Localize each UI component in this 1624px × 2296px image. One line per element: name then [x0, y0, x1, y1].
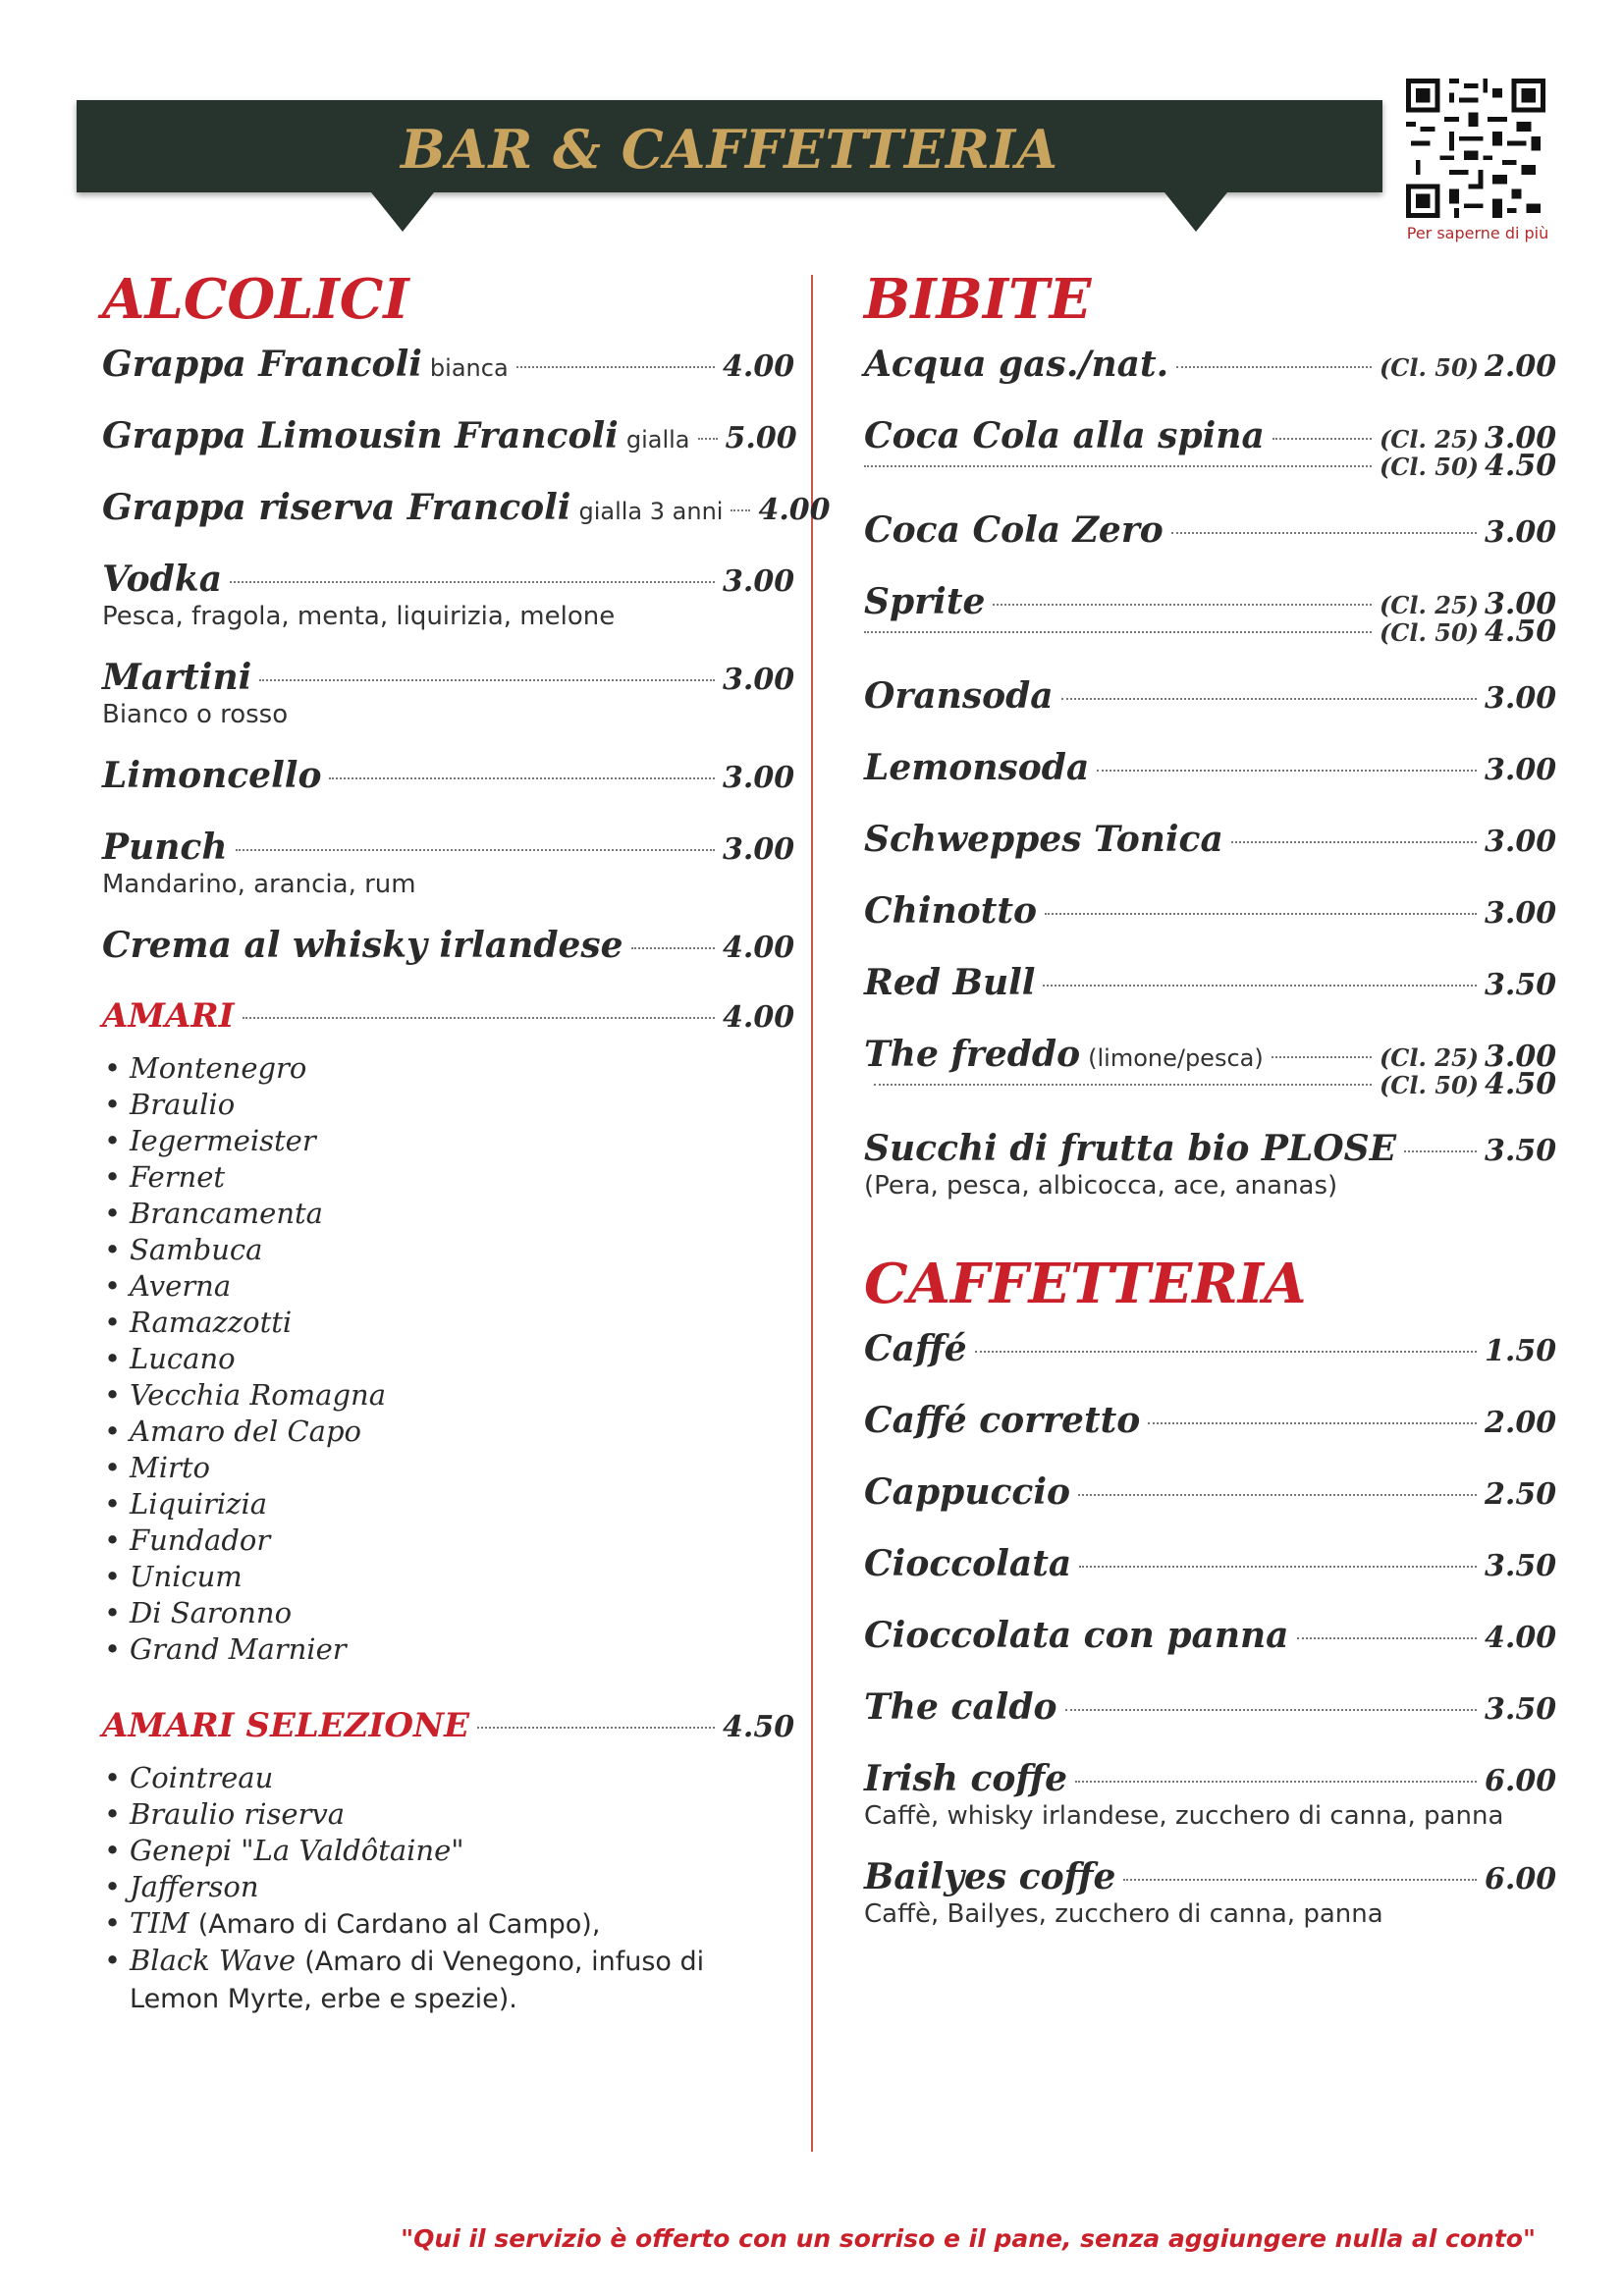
section-title-caffetteria: CAFFETTERIA: [864, 1252, 1307, 1316]
menu-item: [864, 1607, 1557, 1664]
list-item: • Averna: [102, 1268, 785, 1305]
menu-item: [864, 1464, 1557, 1521]
dot-leader: [1123, 1879, 1477, 1881]
item-price: 4.00: [723, 931, 795, 965]
dot-leader: [993, 604, 1372, 606]
dot-leader: [1043, 985, 1477, 987]
item-name: Grappa Francoli: [102, 344, 422, 385]
dot-leader: [1272, 438, 1372, 440]
list-item-name: Black Wave: [130, 1944, 297, 1977]
item-name: Grappa riserva Francoli: [102, 487, 571, 528]
menu-item: [864, 336, 1557, 393]
dot-leader: [731, 509, 750, 511]
item-price: 2.00: [1485, 349, 1557, 384]
item-name: Caffé corretto: [864, 1400, 1141, 1441]
list-item: • Di Saronno: [102, 1595, 785, 1631]
item-price: 3.00: [723, 564, 795, 599]
menu-item: [864, 1120, 1557, 1202]
menu-item: [864, 1750, 1557, 1833]
dot-leader: [1272, 1056, 1372, 1058]
item-name: Oransoda: [864, 675, 1054, 717]
item-price: 6.00: [1485, 1764, 1557, 1798]
item-description: Bianco o rosso: [102, 700, 289, 729]
item-price: 4.50: [1485, 449, 1557, 483]
item-qualifier: gialla: [625, 426, 690, 454]
section-title-amari: AMARI: [102, 996, 235, 1036]
dot-leader: [975, 1351, 1477, 1353]
dot-leader: [1297, 1637, 1478, 1639]
item-name: The freddo: [864, 1034, 1081, 1075]
dot-leader: [329, 777, 715, 779]
item-name: The caldo: [864, 1686, 1057, 1728]
dot-leader: [1065, 1709, 1477, 1711]
item-price: 3.50: [1485, 968, 1557, 1002]
list-item: [102, 1905, 785, 1943]
menu-item: [864, 407, 1557, 484]
menu-item: [102, 819, 795, 901]
item-qualifier: bianca: [429, 354, 509, 382]
dot-leader: [1078, 1494, 1477, 1496]
item-price: 6.00: [1485, 1862, 1557, 1896]
list-item-name: Genepi "La Valdôtaine": [130, 1834, 464, 1867]
item-qualifier: gialla 3 anni: [578, 498, 724, 525]
dot-leader: [1075, 1781, 1477, 1783]
item-price: 3.00: [1485, 1040, 1557, 1074]
item-size: (Cl. 50): [1379, 618, 1479, 647]
item-price: 4.00: [758, 493, 831, 527]
list-item: • Sambuca: [102, 1232, 785, 1268]
dot-leader: [1079, 1566, 1477, 1568]
menu-item: [864, 811, 1557, 868]
dot-leader: [1171, 532, 1477, 534]
section-title-amari-selezione: AMARI SELEZIONE: [102, 1706, 470, 1745]
menu-item: [864, 1535, 1557, 1592]
dot-leader: [1148, 1422, 1477, 1424]
item-price: 2.50: [1485, 1477, 1557, 1512]
item-size: (Cl. 25): [1379, 591, 1479, 619]
item-price: 3.00: [1485, 421, 1557, 455]
list-item: • Fernet: [102, 1159, 785, 1196]
item-name: Coca Cola Zero: [864, 509, 1164, 551]
item-name: Red Bull: [864, 962, 1036, 1003]
section-title-bibite: BIBITE: [864, 267, 1092, 332]
list-item: • Vecchia Romagna: [102, 1377, 785, 1414]
item-price: 4.50: [723, 1710, 795, 1744]
item-price: 3.50: [1485, 1134, 1557, 1168]
menu-item: [102, 917, 795, 974]
menu-item: [102, 747, 795, 804]
item-price: 3.00: [1485, 515, 1557, 550]
menu-item: [102, 336, 795, 393]
dot-leader: [477, 1727, 715, 1729]
dot-leader: [864, 631, 1372, 633]
menu-item: [864, 502, 1557, 559]
item-price: 3.00: [1485, 896, 1557, 931]
list-item: • Grand Marnier: [102, 1631, 785, 1668]
banner-notch-right: [1164, 192, 1227, 232]
item-price: 4.00: [723, 349, 795, 384]
item-name: Cappuccio: [864, 1471, 1071, 1513]
item-price: 3.00: [723, 832, 795, 867]
list-item: • Brancamenta: [102, 1196, 785, 1232]
item-name: Sprite: [864, 581, 986, 622]
dot-leader: [631, 947, 715, 949]
qr-code[interactable]: [1406, 79, 1545, 218]
item-name: Crema al whisky irlandese: [102, 925, 623, 966]
item-qualifier: (limone/pesca): [1088, 1044, 1264, 1072]
amari-selezione-section: [102, 1697, 795, 2017]
footer-note: "Qui il servizio è offerto con un sorriso e il pane, senza aggiungere nulla al conto": [401, 2224, 1536, 2253]
menu-item: [864, 1026, 1557, 1102]
list-item: • Iegermeister: [102, 1123, 785, 1159]
menu-item: [864, 882, 1557, 939]
item-price: 3.00: [1485, 587, 1557, 621]
list-item-name: Jafferson: [130, 1870, 259, 1903]
list-item: [102, 1760, 785, 1796]
item-name: Grappa Limousin Francoli: [102, 415, 619, 456]
list-item-note: (Amaro di Cardano al Campo),: [197, 1909, 601, 1940]
item-price: 3.00: [723, 761, 795, 795]
list-item-note: (Amaro di Venegono, infuso di Lemon Myrte, erbe e spezie).: [130, 1947, 705, 2014]
dot-leader: [698, 438, 718, 440]
item-description: Pesca, fragola, menta, liquirizia, melone: [102, 602, 616, 631]
item-name: Punch: [102, 827, 228, 868]
item-name: Cioccolata: [864, 1543, 1072, 1584]
item-description: Caffè, Bailyes, zucchero di canna, panna: [864, 1899, 1383, 1929]
item-price: 1.50: [1485, 1334, 1557, 1368]
dot-leader: [1404, 1150, 1477, 1152]
item-name: Succhi di frutta bio PLOSE: [864, 1128, 1397, 1169]
dot-leader: [1231, 841, 1477, 843]
list-item: • Amaro del Capo: [102, 1414, 785, 1450]
list-item-name: Cointreau: [130, 1761, 274, 1794]
item-name: Martini: [102, 657, 252, 698]
menu-item: [864, 1392, 1557, 1449]
list-item: • Ramazzotti: [102, 1305, 785, 1341]
item-size: (Cl. 25): [1379, 1043, 1479, 1072]
menu-item: [864, 954, 1557, 1011]
item-name: Cioccolata con panna: [864, 1615, 1289, 1656]
dot-leader: [1045, 913, 1477, 915]
list-item: • Unicum: [102, 1559, 785, 1595]
item-name: Lemonsoda: [864, 747, 1090, 788]
item-price: 3.50: [1485, 1549, 1557, 1583]
list-item: • Montenegro: [102, 1050, 785, 1087]
item-name: Irish coffe: [864, 1758, 1068, 1799]
item-price: 3.00: [1485, 825, 1557, 859]
dot-leader: [864, 465, 1372, 467]
menu-item: [102, 551, 795, 633]
menu-item: [864, 667, 1557, 724]
menu-item: [864, 1679, 1557, 1735]
amari-list: [102, 1050, 785, 1668]
item-price: 3.00: [1485, 681, 1557, 716]
item-price: 4.50: [1485, 1067, 1557, 1101]
amari-selezione-list: [102, 1760, 785, 2017]
dot-leader: [259, 679, 715, 681]
item-price: 3.00: [1485, 753, 1557, 787]
item-name: Coca Cola alla spina: [864, 415, 1265, 456]
item-description: (Pera, pesca, albicocca, ace, ananas): [864, 1171, 1338, 1201]
menu-item: [864, 739, 1557, 796]
item-name: Limoncello: [102, 755, 322, 796]
dot-leader: [1061, 698, 1477, 700]
list-item: [102, 1796, 785, 1833]
item-name: Chinotto: [864, 890, 1037, 932]
item-price: 4.50: [1485, 614, 1557, 649]
qr-caption: Per saperne di più: [1406, 224, 1549, 242]
dot-leader: [1097, 770, 1477, 772]
dot-leader: [243, 1017, 715, 1019]
dot-leader: [874, 1084, 1372, 1086]
list-item: • Mirto: [102, 1450, 785, 1486]
menu-item: [864, 1320, 1557, 1377]
menu-item: [102, 479, 831, 536]
item-description: Mandarino, arancia, rum: [102, 870, 416, 899]
list-item: • Fundador: [102, 1522, 785, 1559]
item-name: Acqua gas./nat.: [864, 344, 1169, 385]
dot-leader: [236, 849, 715, 851]
item-price: 4.00: [723, 1000, 795, 1035]
item-price: 5.00: [725, 421, 797, 455]
item-size: (Cl. 50): [1379, 1071, 1479, 1099]
menu-item: [864, 573, 1557, 650]
item-size: (Cl. 25): [1379, 425, 1479, 454]
dot-leader: [230, 581, 715, 583]
dot-leader: [516, 366, 715, 368]
item-name: Bailyes coffe: [864, 1856, 1116, 1897]
banner-notch-left: [371, 192, 434, 232]
list-item: [102, 1833, 785, 1869]
item-size: (Cl. 50): [1379, 453, 1479, 481]
item-name: Schweppes Tonica: [864, 819, 1223, 860]
list-item: • Lucano: [102, 1341, 785, 1377]
left-column: [102, 263, 831, 2017]
section-title-alcolici: ALCOLICI: [102, 267, 409, 332]
item-price: 2.00: [1485, 1406, 1557, 1440]
list-item-name: Braulio riserva: [130, 1797, 346, 1831]
item-description: Caffè, whisky irlandese, zucchero di canna, panna: [864, 1801, 1504, 1831]
list-item: [102, 1943, 785, 2017]
menu-item: [102, 649, 795, 731]
header-banner: [77, 100, 1382, 192]
item-price: 3.50: [1485, 1692, 1557, 1727]
amari-section: [102, 988, 795, 1668]
column-divider: [811, 275, 813, 2152]
item-name: Caffé: [864, 1328, 967, 1369]
menu-item: [864, 1848, 1557, 1931]
item-size: (Cl. 50): [1379, 353, 1479, 382]
item-price: 4.00: [1485, 1621, 1557, 1655]
right-column: [864, 263, 1557, 1931]
item-name: Vodka: [102, 559, 223, 600]
list-item: [102, 1869, 785, 1905]
list-item: • Liquirizia: [102, 1486, 785, 1522]
menu-item: [102, 407, 797, 464]
item-price: 3.00: [723, 663, 795, 697]
dot-leader: [1176, 366, 1372, 368]
list-item: • Braulio: [102, 1087, 785, 1123]
list-item-name: TIM: [130, 1906, 189, 1940]
page-title: BAR & CAFFETTERIA: [400, 118, 1059, 181]
